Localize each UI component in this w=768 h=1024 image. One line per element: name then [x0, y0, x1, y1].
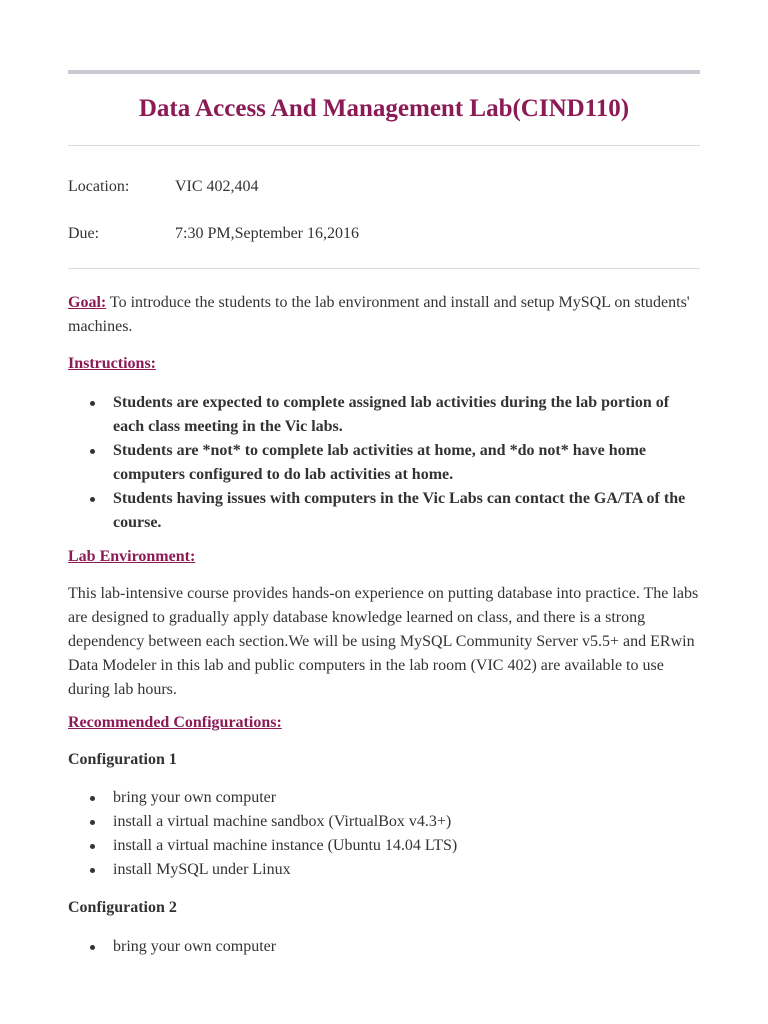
bullet-icon [90, 820, 95, 825]
recommended-heading: Recommended Configurations: [68, 714, 282, 731]
bullet-icon [90, 796, 95, 801]
due-label: Due: [68, 225, 100, 242]
bullet-icon [90, 945, 95, 950]
config2-title: Configuration 2 [68, 899, 177, 916]
due-value: 7:30 PM,September 16,2016 [175, 225, 359, 242]
config2-list [68, 935, 700, 959]
lab-environment-paragraph: This lab-intensive course provides hands-on experience on putting database into practice. The labs are designed to gradually apply database knowledge learned on class, and there is a strong dependency between each section.We will be using MySQL Community Server v5.5+ and ERwin Data Modeler in this lab and public computers in the lab room (VIC 402) are available to use during lab hours. [68, 585, 699, 698]
goal-label: Goal: [68, 294, 107, 311]
goal-text: To introduce the students to the lab environment and install and setup MySQL on students' machines. [68, 294, 690, 335]
location-value: VIC 402,404 [175, 178, 259, 195]
bullet-icon [90, 497, 95, 502]
bullet-icon [90, 401, 95, 406]
list-item: Students are *not* to complete lab activities at home, and *do not* have home computers configured to do lab activities at home. [68, 439, 700, 487]
list-item: bring your own computer [68, 786, 700, 810]
meta-divider [68, 268, 700, 269]
lab-environment-heading: Lab Environment: [68, 548, 196, 565]
list-item: install a virtual machine instance (Ubuntu 14.04 LTS) [68, 834, 700, 858]
bullet-icon [90, 868, 95, 873]
bullet-icon [90, 844, 95, 849]
title-divider [68, 145, 700, 146]
list-item: Students having issues with computers in the Vic Labs can contact the GA/TA of the course. [68, 487, 700, 535]
goal-paragraph [68, 291, 700, 339]
page-title: Data Access And Management Lab(CIND110) [138, 95, 630, 122]
config1-title: Configuration 1 [68, 751, 177, 768]
instructions-list [68, 391, 700, 535]
instructions-heading: Instructions: [68, 355, 157, 372]
config1-list [68, 786, 700, 882]
location-label: Location: [68, 178, 130, 195]
list-item: bring your own computer [68, 935, 700, 959]
list-item: install a virtual machine sandbox (VirtualBox v4.3+) [68, 810, 700, 834]
list-item: Students are expected to complete assigned lab activities during the lab portion of each class meeting in the Vic labs. [68, 391, 700, 439]
bullet-icon [90, 449, 95, 454]
top-divider [68, 70, 700, 74]
list-item: install MySQL under Linux [68, 858, 700, 882]
